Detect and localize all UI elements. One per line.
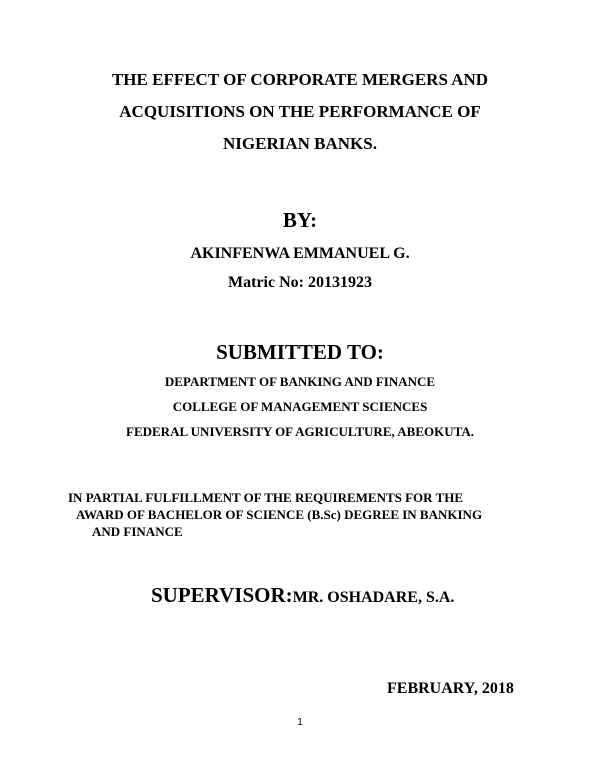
supervisor-line bbox=[151, 583, 454, 608]
fulfillment-line-2: AWARD OF BACHELOR OF SCIENCE (B.Sc) DEGREE IN BANKING bbox=[76, 507, 483, 522]
by-label: BY: bbox=[282, 208, 318, 232]
university-name: FEDERAL UNIVERSITY OF AGRICULTURE, ABEOKUTA. bbox=[126, 424, 474, 439]
college-name: COLLEGE OF MANAGEMENT SCIENCES bbox=[172, 399, 428, 414]
supervisor-label: SUPERVISOR: bbox=[151, 583, 293, 607]
page-number: 1 bbox=[297, 717, 303, 728]
title-line-1: THE EFFECT OF CORPORATE MERGERS AND bbox=[111, 70, 489, 89]
author-name: AKINFENWA EMMANUEL G. bbox=[190, 245, 410, 262]
fulfillment-line-3: AND FINANCE bbox=[92, 524, 183, 539]
supervisor-name: MR. OSHADARE, S.A. bbox=[292, 589, 455, 606]
title-line-2: ACQUISITIONS ON THE PERFORMANCE OF bbox=[119, 102, 481, 121]
submission-date: FEBRUARY, 2018 bbox=[387, 680, 514, 697]
submitted-to-label: SUBMITTED TO: bbox=[216, 340, 384, 364]
department-name: DEPARTMENT OF BANKING AND FINANCE bbox=[164, 374, 436, 389]
fulfillment-line-1: IN PARTIAL FULFILLMENT OF THE REQUIREMENTS FOR THE bbox=[68, 490, 464, 505]
matric-number: Matric No: 20131923 bbox=[228, 274, 372, 291]
title-line-3: NIGERIAN BANKS. bbox=[223, 134, 377, 153]
